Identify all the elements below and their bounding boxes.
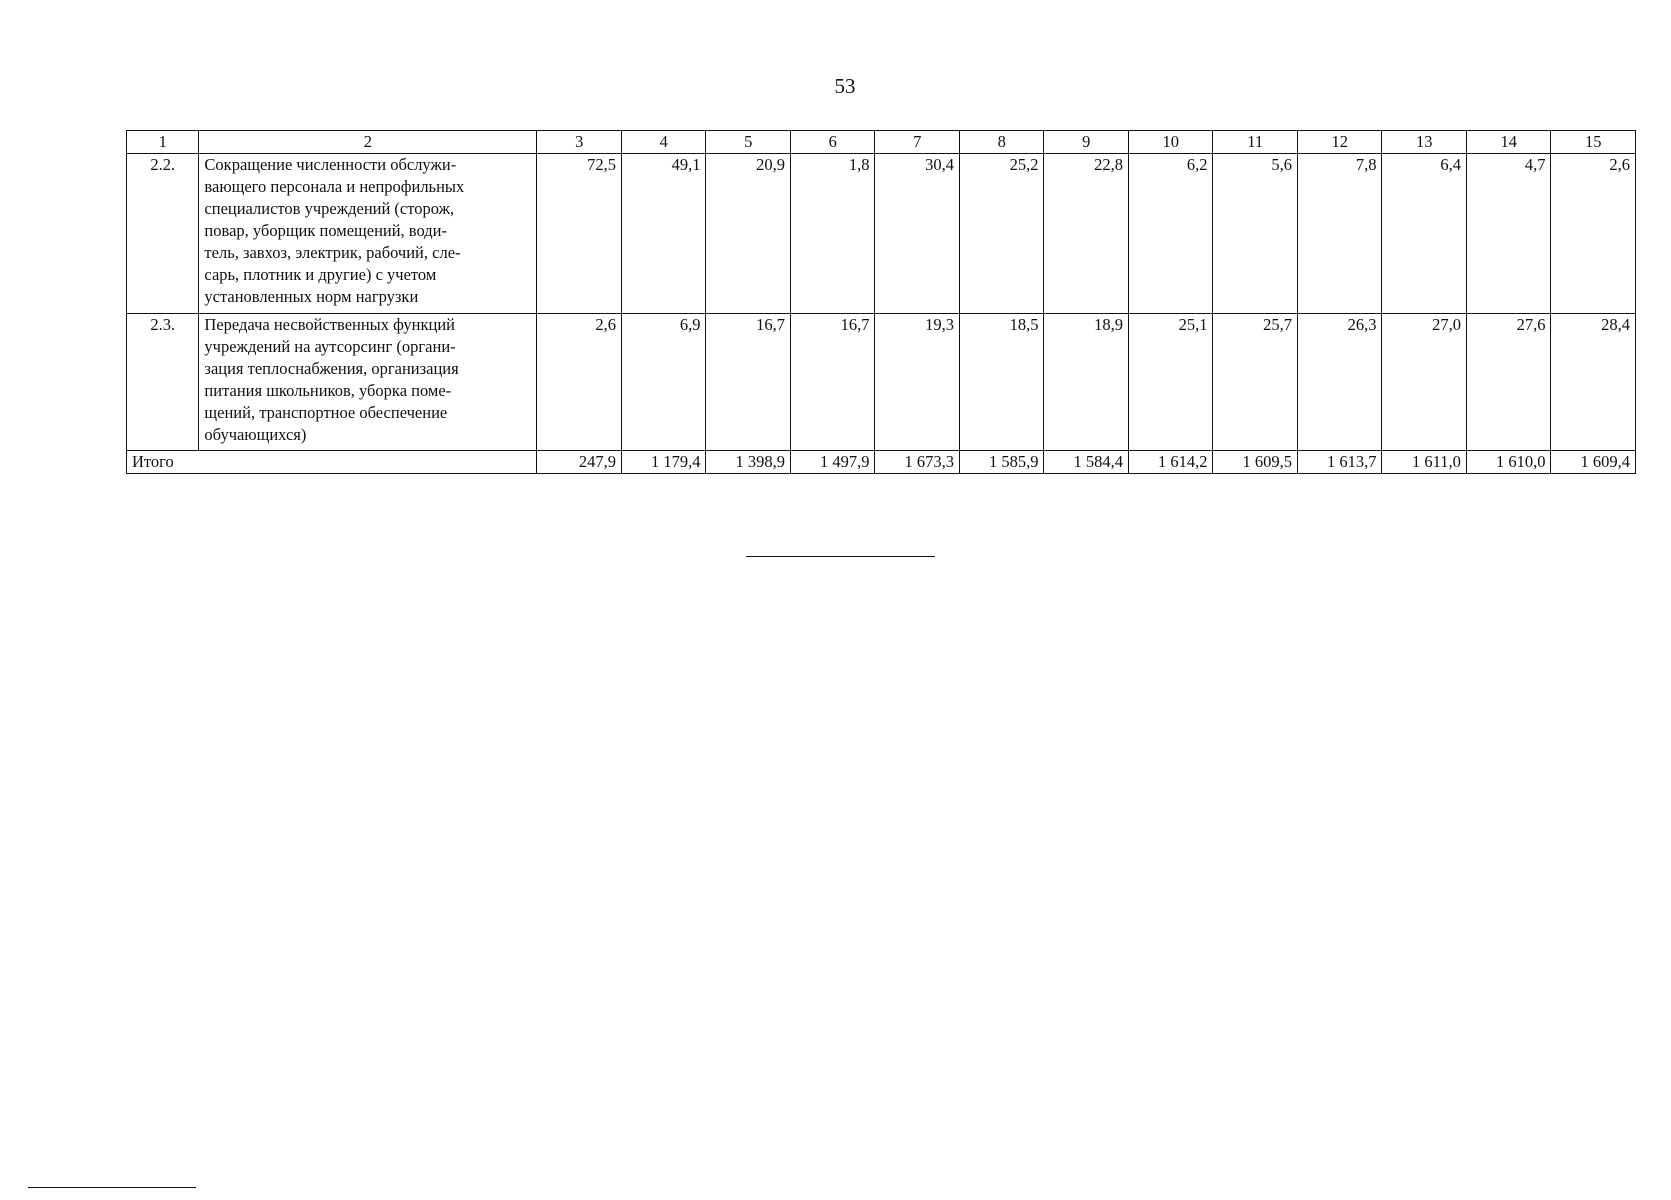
value-cell: 18,9 (1044, 314, 1129, 451)
value-cell: 20,9 (706, 154, 791, 314)
value-cell: 26,3 (1297, 314, 1382, 451)
header-cell: 8 (959, 131, 1044, 154)
total-value: 1 613,7 (1297, 451, 1382, 474)
table-row (127, 154, 1636, 314)
value-cell: 27,6 (1466, 314, 1551, 451)
value-cell: 7,8 (1297, 154, 1382, 314)
row-number: 2.3. (127, 314, 199, 451)
value-cell: 27,0 (1382, 314, 1467, 451)
header-cell: 3 (537, 131, 622, 154)
total-value: 1 673,3 (875, 451, 960, 474)
page-number: 53 (834, 74, 856, 98)
total-value: 1 609,5 (1213, 451, 1298, 474)
row-description: Передача несвойственных функций учреждений на аутсорсинг (органи- зация теплоснабжения, организация питания школьников, уборка поме- щений, транспортное обеспечение обучающихся) (199, 314, 537, 451)
value-cell: 6,2 (1128, 154, 1213, 314)
value-cell: 16,7 (790, 314, 875, 451)
value-cell: 6,9 (621, 314, 706, 451)
header-cell: 2 (199, 131, 537, 154)
value-cell: 18,5 (959, 314, 1044, 451)
total-label: Итого (127, 451, 537, 474)
value-cell: 25,1 (1128, 314, 1213, 451)
header-cell: 1 (127, 131, 199, 154)
total-value: 1 585,9 (959, 451, 1044, 474)
header-cell: 5 (706, 131, 791, 154)
header-cell: 12 (1297, 131, 1382, 154)
value-cell: 1,8 (790, 154, 875, 314)
row-description: Сокращение численности обслужи- вающего персонала и непрофильных специалистов учреждений (сторож, повар, уборщик помещений, води- тель, завхоз, электрик, рабочий, сле- сарь, плотник и другие) с учетом установленных норм нагрузки (199, 154, 537, 314)
header-cell: 14 (1466, 131, 1551, 154)
value-cell: 25,7 (1213, 314, 1298, 451)
header-cell: 4 (621, 131, 706, 154)
header-cell: 10 (1128, 131, 1213, 154)
value-cell: 28,4 (1551, 314, 1636, 451)
total-value: 247,9 (537, 451, 622, 474)
value-cell: 6,4 (1382, 154, 1467, 314)
value-cell: 2,6 (1551, 154, 1636, 314)
value-cell: 25,2 (959, 154, 1044, 314)
total-value: 1 584,4 (1044, 451, 1129, 474)
footnote-divider (28, 1187, 196, 1188)
total-value: 1 614,2 (1128, 451, 1213, 474)
value-cell: 16,7 (706, 314, 791, 451)
total-value: 1 611,0 (1382, 451, 1467, 474)
total-value: 1 398,9 (706, 451, 791, 474)
value-cell: 5,6 (1213, 154, 1298, 314)
header-cell: 13 (1382, 131, 1467, 154)
total-row (127, 451, 1636, 474)
header-cell: 11 (1213, 131, 1298, 154)
value-cell: 49,1 (621, 154, 706, 314)
value-cell: 22,8 (1044, 154, 1129, 314)
section-divider (746, 556, 935, 557)
header-row (127, 131, 1636, 154)
header-cell: 15 (1551, 131, 1636, 154)
data-table (126, 130, 1636, 474)
row-number: 2.2. (127, 154, 199, 314)
total-value: 1 609,4 (1551, 451, 1636, 474)
total-value: 1 497,9 (790, 451, 875, 474)
value-cell: 4,7 (1466, 154, 1551, 314)
total-value: 1 179,4 (621, 451, 706, 474)
header-cell: 6 (790, 131, 875, 154)
total-value: 1 610,0 (1466, 451, 1551, 474)
header-cell: 9 (1044, 131, 1129, 154)
value-cell: 2,6 (537, 314, 622, 451)
value-cell: 19,3 (875, 314, 960, 451)
header-cell: 7 (875, 131, 960, 154)
value-cell: 30,4 (875, 154, 960, 314)
table-row (127, 314, 1636, 451)
value-cell: 72,5 (537, 154, 622, 314)
